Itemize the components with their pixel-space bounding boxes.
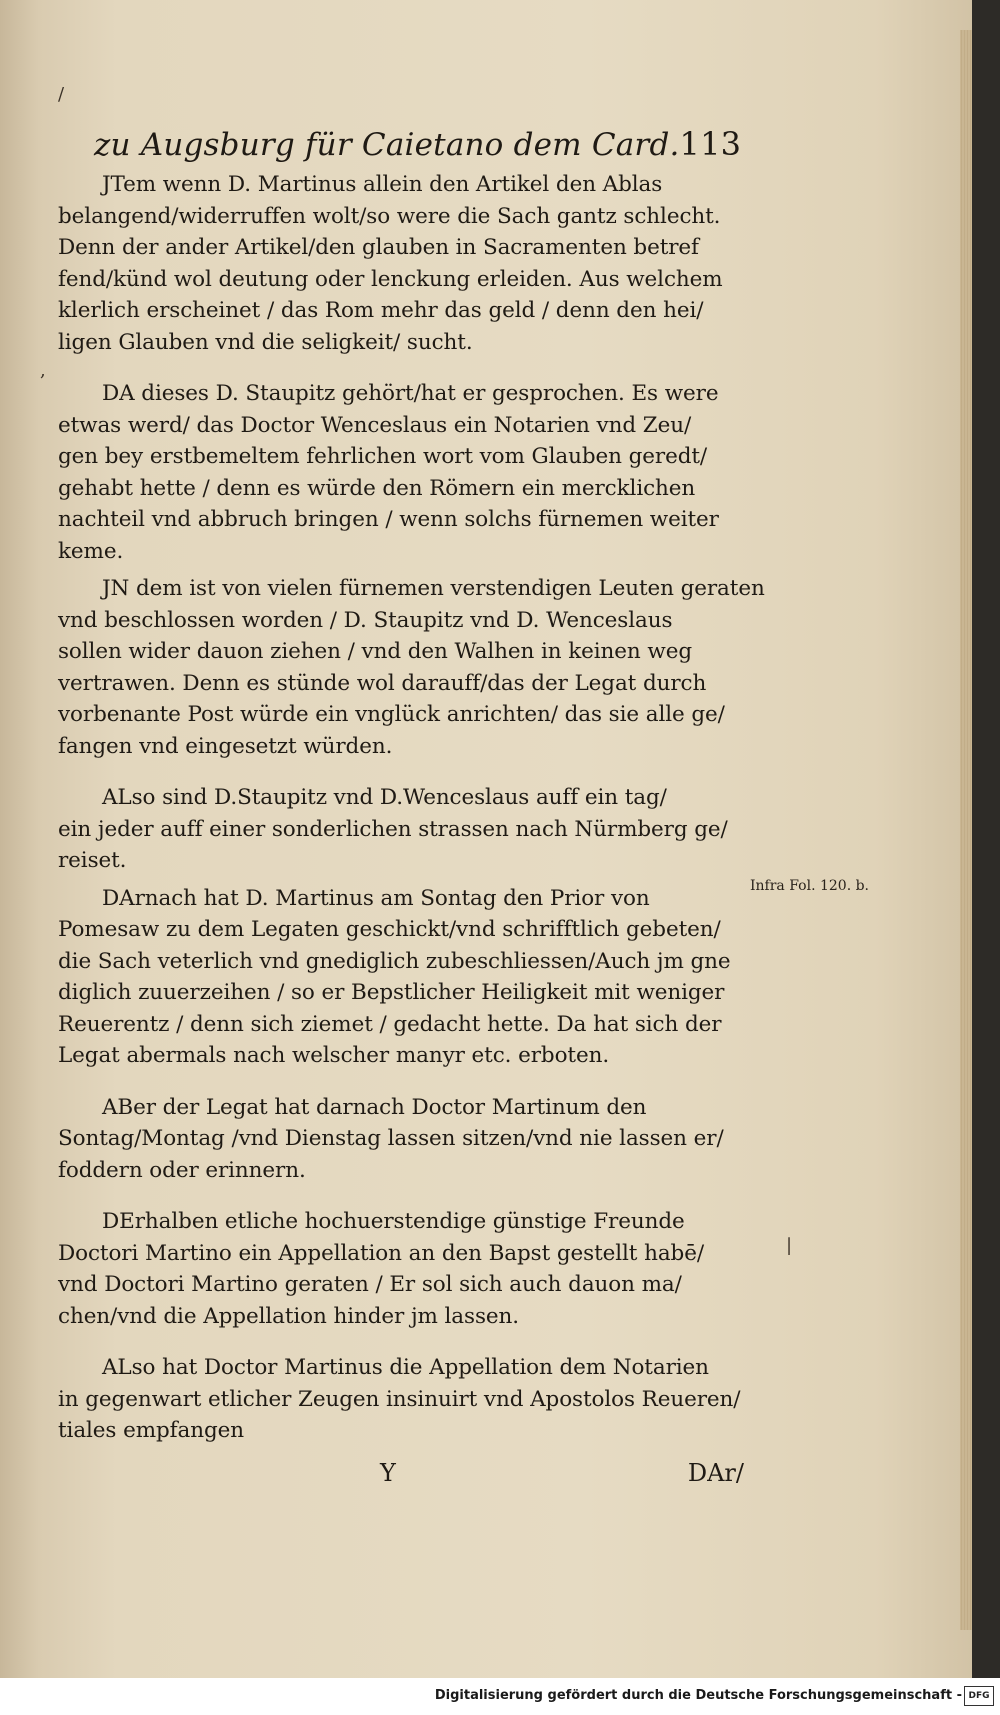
catchword: DAr/ <box>687 1458 744 1487</box>
text-line: belangend/widerruffen wolt/so were die Sach gantz schlecht. <box>58 203 721 229</box>
text-line: ALso sind D.Staupitz vnd D.Wenceslaus auff ein tag/ <box>102 785 667 810</box>
text-line: Sontag/Montag /vnd Dienstag lassen sitzen/vnd nie lassen er/ <box>58 1126 724 1151</box>
paragraph-3 <box>58 573 765 762</box>
text-line: JN dem ist von vielen fürnemen verstendigen Leuten geraten <box>102 576 765 601</box>
text-line: Reuerentz / denn sich ziemet / gedacht hette. Da hat sich der <box>58 1011 722 1037</box>
text-line: diglich zuuerzeihen / so er Bepstlicher Heiligkeit mit weniger <box>58 980 725 1005</box>
paragraph-7 <box>58 1206 748 1332</box>
text-line: Denn der ander Artikel/den glauben in Sacramenten betref <box>58 235 699 260</box>
text-line: ein jeder auff einer sonderlichen strassen nach Nürmberg ge/ <box>58 816 728 842</box>
stray-mark: , <box>40 360 46 381</box>
text-line: vertrawen. Denn es stünde wol darauff/das der Legat durch <box>58 670 707 696</box>
folio-number: 113 <box>679 125 742 163</box>
text-line: vorbenante Post würde ein vnglück anrichten/ das sie alle ge/ <box>58 702 725 727</box>
marginal-note: Infra Fol. 120. b. <box>750 878 870 894</box>
digitization-footer <box>0 1678 1000 1715</box>
text-line: ABer der Legat hat darnach Doctor Martinum den <box>102 1094 647 1120</box>
signature-mark: Y <box>380 1458 396 1487</box>
text-line: DA dieses D. Staupitz gehört/hat er gesprochen. Es were <box>102 381 719 406</box>
running-head-title: zu Augsburg für Caietano dem Card. <box>94 127 680 163</box>
paragraph-2 <box>58 378 748 567</box>
text-line: nachteil vnd abbruch bringen / wenn solchs fürnemen weiter <box>58 507 719 532</box>
text-line: reiset. <box>58 848 127 873</box>
text-line: ligen Glauben vnd die seligkeit/ sucht. <box>58 329 473 355</box>
text-line: sollen wider dauon ziehen / vnd den Walhen in keinen weg <box>58 639 692 664</box>
text-line: keme. <box>58 538 124 564</box>
text-line: in gegenwart etlicher Zeugen insinuirt vnd Apostolos Reueren/ <box>58 1386 741 1412</box>
text-line: foddern oder erinnern. <box>58 1157 306 1183</box>
text-line: Legat abermals nach welscher manyr etc. erboten. <box>58 1043 610 1068</box>
footer-credit: Digitalisierung gefördert durch die Deutsche Forschungsgemeinschaft - <box>434 1688 962 1703</box>
text-line: chen/vnd die Appellation hinder jm lassen. <box>58 1303 520 1329</box>
text-line: vnd beschlossen worden / D. Staupitz vnd D. Wenceslaus <box>58 607 673 633</box>
page-text <box>58 125 765 1487</box>
text-line: ALso hat Doctor Martinus die Appellation dem Notarien <box>102 1355 709 1380</box>
text-line: vnd Doctori Martino geraten / Er sol sich auch dauon ma/ <box>58 1272 682 1297</box>
running-head <box>94 125 748 163</box>
page-footer-marks <box>58 1459 748 1487</box>
text-line: die Sach veterlich vnd gnediglich zubeschliessen/Auch jm gne <box>58 948 731 974</box>
stray-mark: | <box>786 1235 793 1256</box>
text-line: tiales empfangen <box>58 1418 245 1443</box>
text-line: fangen vnd eingesetzt würden. <box>58 733 393 759</box>
text-line: DErhalben etliche hochuerstendige günstige Freunde <box>102 1209 685 1234</box>
text-line: JTem wenn D. Martinus allein den Artikel den Ablas <box>102 172 663 197</box>
paragraph-6 <box>58 1092 748 1187</box>
text-line: fend/künd wol deutung oder lenckung erleiden. Aus welchem <box>58 266 723 292</box>
page-edge-texture <box>960 30 972 1630</box>
text-line: gehabt hette / denn es würde den Römern ein mercklichen <box>58 475 696 501</box>
text-line: Doctori Martino ein Appellation an den Bapst gestellt habē/ <box>58 1240 704 1266</box>
paragraph-4 <box>58 782 748 877</box>
paragraph-8 <box>58 1352 748 1447</box>
text-line: DArnach hat D. Martinus am Sontag den Prior von <box>102 885 650 911</box>
paragraph-5 <box>58 883 748 1072</box>
text-line: Pomesaw zu dem Legaten geschickt/vnd schrifftlich gebeten/ <box>58 917 721 942</box>
text-line: gen bey erstbemeltem fehrlichen wort vom Glauben geredt/ <box>58 444 708 469</box>
text-line: klerlich erscheinet / das Rom mehr das geld / denn den hei/ <box>58 298 704 323</box>
stray-mark: / <box>58 84 65 105</box>
dfg-logo-icon: DFG <box>964 1686 994 1706</box>
paragraph-1 <box>58 169 748 358</box>
text-line: etwas werd/ das Doctor Wenceslaus ein Notarien vnd Zeu/ <box>58 412 692 438</box>
